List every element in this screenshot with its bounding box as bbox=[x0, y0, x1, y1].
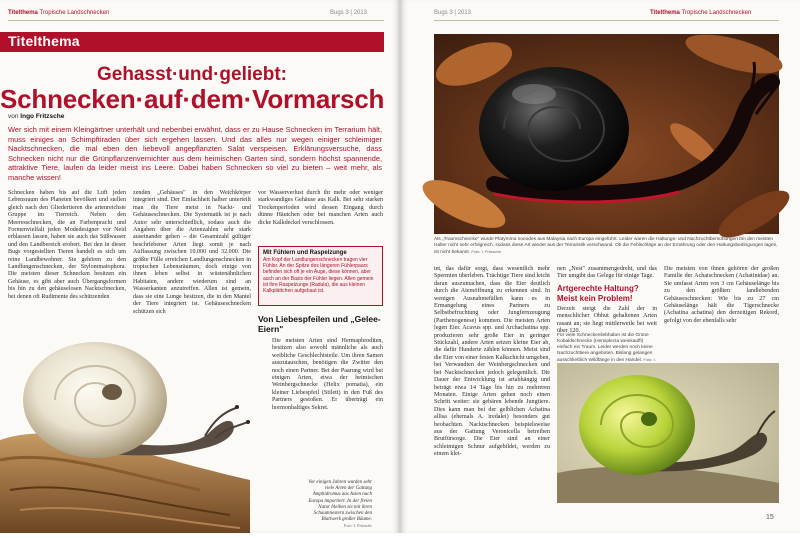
headline-line-2: Schnecken·auf·dem·Vormarsch bbox=[0, 84, 385, 114]
section-banner bbox=[0, 32, 384, 52]
right-body-column-2-bottom: Derzeit steigt die Zahl der in menschlicher Obhut gehaltenen Arten rasant an; sie liegt mittlerweile bei weit über 120. bbox=[557, 306, 657, 335]
black-snail-photo bbox=[434, 34, 779, 234]
photo-caption-left: Vor einigen Jahren wurden sehr viele Arten der Gattung Amphidromus aus Asien nach Europa importiert. In der freien Natur bleiben sie mit ihren Schaumnestern zwischen den Blattwerk großer Bäume. Foto: I. Fritzsche bbox=[302, 480, 372, 530]
snail-photo-left bbox=[0, 330, 250, 533]
right-body-column-2-top: nen „Nest" zusammengedreht, und das Tier umgibt das Gelege für einige Tage. bbox=[557, 266, 657, 280]
left-page bbox=[0, 0, 400, 533]
section-title: Titelthema bbox=[8, 33, 80, 49]
author-name: Ingo Fritzsche bbox=[20, 113, 65, 120]
running-head-left: Titelthema Tropische Landschnecken bbox=[8, 10, 110, 16]
right-page bbox=[400, 0, 800, 533]
bottom-photo-caption: Für viele Schneckenliebhaber ist die Grüne Kobaldschnecke (Hemiplecta weinkauffi) einfach ein Traum. Leider werden noch keine Nachzuchttiere angeboten. Bislang gelangen ausschließlich Wildfänge in den Handel. Foto: I. bbox=[557, 333, 657, 361]
running-head-right: Titelthema Tropische Landschnecken bbox=[650, 10, 752, 16]
body-column-3-bottom: Die meisten Arten sind Hermaphroditen, besitzen also sowohl männliche als auch weibliche Geschlechtsteile. Um ihren Samen auszutauschen, benötigen die Zwitter den noch einen Partner. Bei der Paarung wird bei einigen Arten, etwa der heimischen Weinbergschnecke (Helix pomatia), ein kleiner Liebespfeil (Stilett) in den Fuß des Partners gestoßen. Er überträgt ein hormonhaltiges Sekret. bbox=[272, 338, 383, 411]
lede-paragraph: Wer sich mit einem Kleingärtner unterhält und nebenbei erwähnt, dass er zu Hause Schnecken im Terrarium hält, muss einiges an Schimpftiraden über sich ergehen lassen. Und das alles nur wegen einiger schleimiger Nacktschnecken, die mal eben den liebevoll angepflanzten Salat verspeisen. Erklärungsversuche, dass Schnecken nicht nur die Grünpflanzenvernichter aus dem heimischen Garten sind, sondern höchst spannende, attraktive Tiere, laufen da leider meist ins Leere. Dabei haben Schnecken so viel zu bieten – weit mehr, als manche wissen! bbox=[8, 125, 382, 182]
top-photo-credit: Foto: I. Fritzsche bbox=[471, 249, 502, 254]
issue-label-left: Bugs 3 | 2013 bbox=[330, 10, 367, 16]
subheading-liebespfeile: Von Liebespfeilen und „Gelee-Eiern" bbox=[258, 314, 381, 334]
info-box-title: Mit Fühlern und Raspelzunge bbox=[263, 250, 347, 256]
body-column-3-top: vor Wasserverlust durch ihr mehr oder weniger starkwandiges Gehäuse aus Kalk. Bei sehr starken Trockenperioden wird dessen Eingang durch dünne Häutchen oder bei manchen Arten auch dicke Kalkdeckel verschlossen. bbox=[258, 190, 383, 226]
right-body-column-1: tet, das dafür sorgt, dass wesentlich mehr Spermien überleben. Trächtige Tiere sind leicht daran auszumachen, dass die Eier deutlich durch die Atemöffnung zu erkennen sind. In wenigen Ausnahmefällen kann es in Ermangelung eines Partners zu Selbstbefruchtung oder Jungfernzeugung (Parthenogenese) kommen. Die meisten Arten legen Eier. Acavus spp. und Archachatina spp. produzieren sehr große Eier in geringer Stückzahl, andere Arten setzen kleine Eier ab, die dafür Hunderte zählen können. Meist sind die Eier von einer festen Kalkschicht umgeben, bei Verwandten der Weinbergschnecken und bei Nacktschnecken jedoch gelegentlich. Die Dauer der Entwicklung ist artabhängig und beträgt etwa 14 Tage bis hin zu mehreren Monaten. Einige Arten gehen noch einen Schritt weiter: sie gebären lebende Jungtiere. Dies kann man bei der gelblichen Achatina allisa (ehemals A. iredalei) besonders gut beobachten. Nacktschnecken beispielsweise aus der Gattung Veronicella betreiben Brutfürsorge. Die Eier sind an einer schleimigen Schnur aufgebildet, werden zu einem klei- bbox=[434, 266, 550, 458]
green-snail-photo bbox=[557, 363, 779, 503]
black-snail-illustration bbox=[434, 34, 779, 234]
header-rule-right bbox=[434, 20, 779, 21]
right-body-column-3: Die meisten von ihnen gehören der großen Familie der Achatschnecken (Achatinidae) an. Sie umfasst Arten von 3 cm Gehäuselänge bis zu den größten landlebenden Gehäuseschnecken: Wie bis zu 27 cm Gehäuselänge hält die Tigerschnecke (Achatina achatina) den derzeitigen Rekord, gefolgt von der ebenfalls sehr bbox=[664, 266, 779, 324]
subheading-haltung: Artgerechte Haltung? Meist kein Problem! bbox=[557, 284, 639, 303]
info-box-text: Am Kopf der Landlungenschnecken tragen vier Fühler. An der Spitze des längeren Fühlerpaars befinden sich oft je ein Auge, diese können, aber auch an der Basis der Fühler liegen. Allen gemein ist ihre Raspelzunge (Radula), die aus kleinen Kalkplättchen aufgebaut ist. bbox=[263, 257, 374, 295]
header-rule bbox=[8, 20, 384, 21]
photo-credit-left: Foto: I. Fritzsche bbox=[343, 523, 372, 529]
body-column-1: Schnecken haben bis auf die Luft jeden Lebensraum des Planeten bevölkert und stellen gleich nach den Gliedertieren die artenreichste Gruppe im Tierreich. Neben den Meeresschnecken, die an Farbenpracht und Formenvielfalt jeden Modedesigner vor Neid erblassen lassen, haben sie auch das Süßwasser und den Landbereich erobert. Bei den in dieser Bugs vorgestellten Tieren handelt es sich um reine Landbewohner. Sie gehören zu den Landlungenschnecken, der Stylommatophora. Die meisten dieser Schnecken besitzen ein Gehäuse, es gibt aber auch Übergangsformen bis hin zu den gehäuselosen Nacktschnecken, bei denen oft Rudimente des schützenden bbox=[8, 190, 126, 300]
issue-label-right: Bugs 3 | 2013 bbox=[434, 10, 471, 16]
bottom-photo-credit: Foto: I. bbox=[643, 357, 656, 362]
headline-line-1: Gehasst·und·geliebt: bbox=[96, 64, 287, 85]
snail-on-bark-illustration bbox=[0, 330, 250, 533]
info-box bbox=[258, 246, 383, 306]
green-snail-illustration bbox=[557, 363, 779, 503]
byline: von Ingo Fritzsche bbox=[8, 113, 65, 120]
top-photo-caption: Als „Traumschnecke" wurde Platymma noeodes aus Malaysia nach Europa eingeführt. Leider waren die Haltungs- und Nachzuchtbemühungen bei den meisten Halter nicht sehr erfolgreich, sodass diese Art wieder aus der Terraristik verschwand. Ob die Fehlschläge an der Ernährung oder den Haltungsbedingungen lagen, ist nicht bekannt. Foto: I. Fritzsche bbox=[434, 237, 778, 255]
body-column-2: zenden „Gehäuses" in den Weichkörper integriert sind. Der Einfachheit halber unterteilt man die Tiere meist in Nackt- und Gehäuseschnecken. Die Systematik ist je nach Autor sehr unterschiedlich, sodass auch die Angaben über die Artenzahlen sehr stark auseinander gehen – die Gesamtzahl gültiger beschriebener Arten liegt somit je nach Auffassung zwischen 10.000 und 32.000. Die größte Fülle erreichen Landlungenschnecken in tropischen Lebensräumen, doch einige von ihnen leben selbst in wüstenähnlichen Habitaten, andere wiederum sind an Wasserkanten anzutreffen. Allen ist gemein, dass sie eine Lunge besitzen, die in den Mantel der Tiere integriert ist. Gehäuseschnecken schützen sich bbox=[133, 190, 251, 315]
page-number: 15 bbox=[766, 514, 774, 521]
